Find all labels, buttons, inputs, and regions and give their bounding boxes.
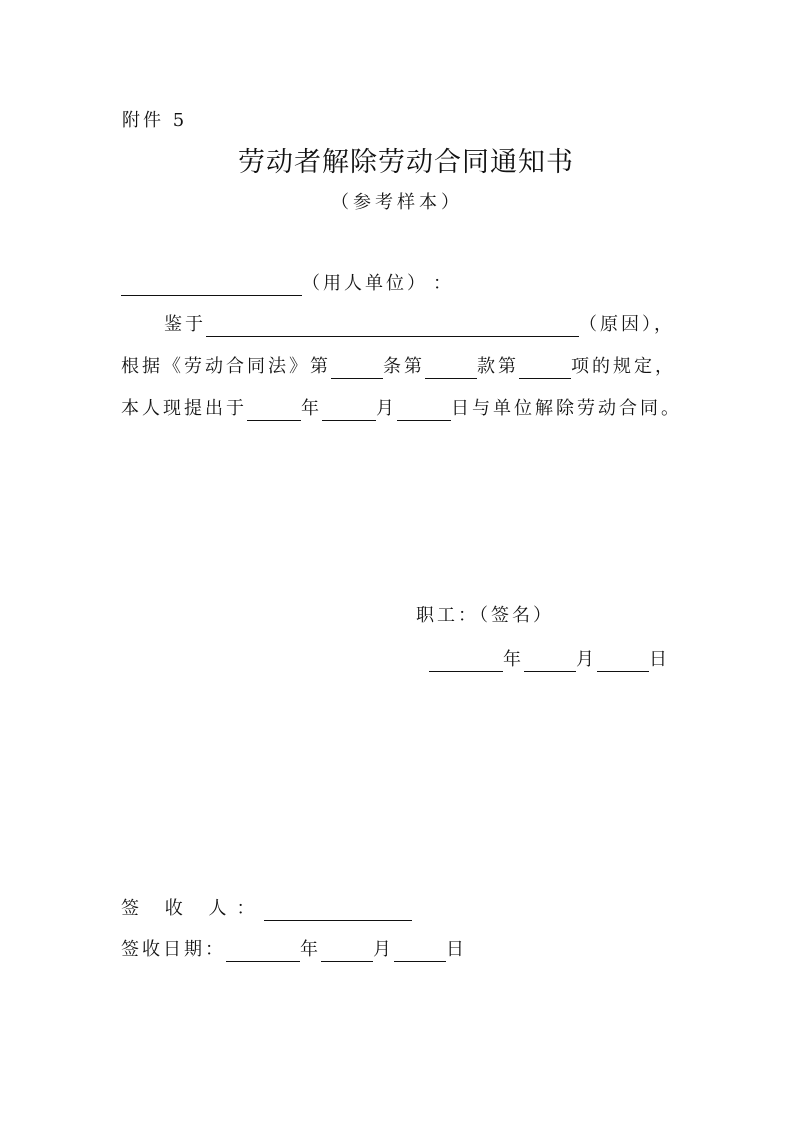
recipient-label: 签 收 人： [121,898,265,919]
law-prefix: 根据《劳动合同法》第 [121,356,331,377]
page-title: 劳动者解除劳动合同通知书 [238,147,574,178]
termination-month-blank[interactable] [322,400,376,421]
recipient-blank[interactable] [264,900,412,921]
page-subtitle: （参考样本） [331,192,463,213]
item-blank[interactable] [519,358,571,379]
receipt-date-label: 签收日期： [121,939,226,960]
reason-blank[interactable] [206,316,579,337]
receipt-year-blank[interactable] [226,941,300,962]
receipt-month-label: 月 [373,939,394,960]
employee-signature-label: 职工：（签名） [416,605,554,626]
receipt-year-label: 年 [300,939,321,960]
body-line-1 [164,313,675,337]
paragraph-label: 款第 [477,356,519,377]
reason-suffix: （原因）， [579,314,675,335]
body-line-2 [121,355,676,379]
employee-date-line [429,648,670,672]
date-prefix: 本人现提出于 [121,398,247,419]
body-line-3 [121,397,682,421]
termination-day-blank[interactable] [397,400,451,421]
paragraph-blank[interactable] [425,358,477,379]
receipt-day-label: 日 [446,939,467,960]
article-blank[interactable] [331,358,383,379]
employer-name-blank[interactable] [121,275,302,296]
termination-suffix: 日与单位解除劳动合同。 [451,398,682,419]
item-suffix: 项的规定， [571,356,676,377]
receipt-day-blank[interactable] [394,941,446,962]
employee-day-blank[interactable] [597,651,649,672]
receipt-date-line [121,938,467,962]
month-label: 月 [376,398,397,419]
employee-month-label: 月 [576,649,597,670]
addressee-colon: ： [433,273,454,294]
employee-month-blank[interactable] [524,651,576,672]
annex-label: 附件 5 [122,110,188,131]
article-label: 条第 [383,356,425,377]
year-label: 年 [301,398,322,419]
receipt-recipient-line [121,897,412,921]
addressee-line [121,272,454,296]
receipt-month-blank[interactable] [321,941,373,962]
reason-prefix: 鉴于 [164,314,206,335]
employee-day-label: 日 [649,649,670,670]
employee-year-blank[interactable] [429,651,503,672]
termination-year-blank[interactable] [247,400,301,421]
addressee-label: （用人单位） [302,273,419,294]
employee-year-label: 年 [503,649,524,670]
